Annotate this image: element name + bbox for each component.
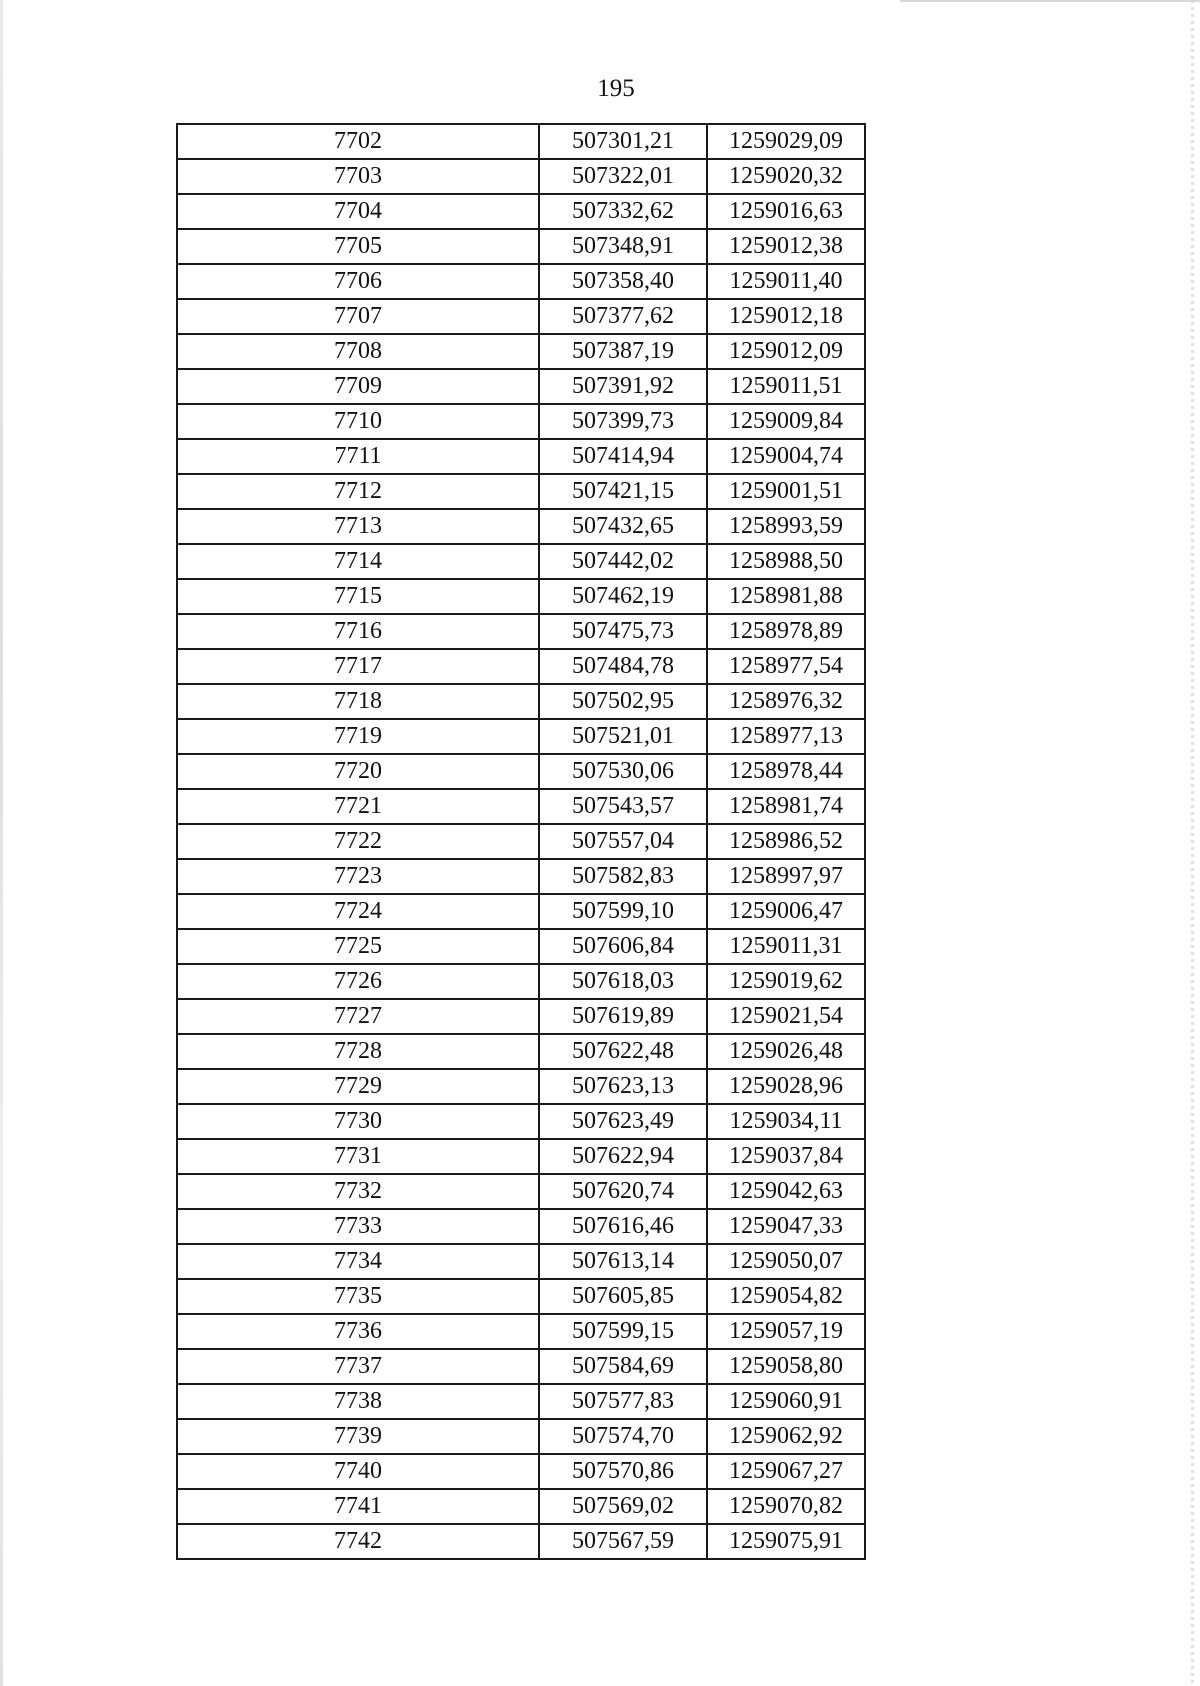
x-coordinate-cell: 507387,19 <box>539 334 707 369</box>
point-number-cell: 7712 <box>177 474 539 509</box>
point-number-cell: 7729 <box>177 1069 539 1104</box>
point-number-cell: 7704 <box>177 194 539 229</box>
scan-edge-top <box>900 0 1200 2</box>
x-coordinate-cell: 507605,85 <box>539 1279 707 1314</box>
x-coordinate-cell: 507332,62 <box>539 194 707 229</box>
y-coordinate-cell: 1259006,47 <box>707 894 865 929</box>
point-number-cell: 7742 <box>177 1524 539 1559</box>
x-coordinate-cell: 507377,62 <box>539 299 707 334</box>
x-coordinate-cell: 507577,83 <box>539 1384 707 1419</box>
y-coordinate-cell: 1258976,32 <box>707 684 865 719</box>
x-coordinate-cell: 507399,73 <box>539 404 707 439</box>
table-row <box>177 1419 865 1454</box>
y-coordinate-cell: 1259067,27 <box>707 1454 865 1489</box>
point-number-cell: 7706 <box>177 264 539 299</box>
y-coordinate-cell: 1259058,80 <box>707 1349 865 1384</box>
table-row <box>177 264 865 299</box>
point-number-cell: 7705 <box>177 229 539 264</box>
x-coordinate-cell: 507301,21 <box>539 124 707 159</box>
y-coordinate-cell: 1258986,52 <box>707 824 865 859</box>
table-row <box>177 789 865 824</box>
y-coordinate-cell: 1258977,13 <box>707 719 865 754</box>
table-row <box>177 1384 865 1419</box>
table-row <box>177 1489 865 1524</box>
point-number-cell: 7720 <box>177 754 539 789</box>
x-coordinate-cell: 507570,86 <box>539 1454 707 1489</box>
x-coordinate-cell: 507599,10 <box>539 894 707 929</box>
x-coordinate-cell: 507322,01 <box>539 159 707 194</box>
point-number-cell: 7737 <box>177 1349 539 1384</box>
x-coordinate-cell: 507414,94 <box>539 439 707 474</box>
table-row <box>177 684 865 719</box>
x-coordinate-cell: 507613,14 <box>539 1244 707 1279</box>
x-coordinate-cell: 507475,73 <box>539 614 707 649</box>
y-coordinate-cell: 1259004,74 <box>707 439 865 474</box>
x-coordinate-cell: 507599,15 <box>539 1314 707 1349</box>
table-row <box>177 474 865 509</box>
y-coordinate-cell: 1259047,33 <box>707 1209 865 1244</box>
point-number-cell: 7733 <box>177 1209 539 1244</box>
x-coordinate-cell: 507623,49 <box>539 1104 707 1139</box>
x-coordinate-cell: 507421,15 <box>539 474 707 509</box>
table-row <box>177 1314 865 1349</box>
x-coordinate-cell: 507502,95 <box>539 684 707 719</box>
point-number-cell: 7703 <box>177 159 539 194</box>
point-number-cell: 7741 <box>177 1489 539 1524</box>
table-row <box>177 579 865 614</box>
y-coordinate-cell: 1259050,07 <box>707 1244 865 1279</box>
y-coordinate-cell: 1259070,82 <box>707 1489 865 1524</box>
table-row <box>177 439 865 474</box>
y-coordinate-cell: 1258981,74 <box>707 789 865 824</box>
table-row <box>177 824 865 859</box>
table-row <box>177 1279 865 1314</box>
table-row <box>177 194 865 229</box>
point-number-cell: 7721 <box>177 789 539 824</box>
table-row <box>177 1104 865 1139</box>
point-number-cell: 7731 <box>177 1139 539 1174</box>
x-coordinate-cell: 507567,59 <box>539 1524 707 1559</box>
x-coordinate-cell: 507582,83 <box>539 859 707 894</box>
y-coordinate-cell: 1259001,51 <box>707 474 865 509</box>
point-number-cell: 7736 <box>177 1314 539 1349</box>
table-row <box>177 1454 865 1489</box>
x-coordinate-cell: 507442,02 <box>539 544 707 579</box>
table-row <box>177 614 865 649</box>
table-row <box>177 544 865 579</box>
table-row <box>177 1069 865 1104</box>
point-number-cell: 7717 <box>177 649 539 684</box>
x-coordinate-cell: 507543,57 <box>539 789 707 824</box>
y-coordinate-cell: 1258981,88 <box>707 579 865 614</box>
y-coordinate-cell: 1258993,59 <box>707 509 865 544</box>
x-coordinate-cell: 507358,40 <box>539 264 707 299</box>
table-row <box>177 229 865 264</box>
y-coordinate-cell: 1259012,09 <box>707 334 865 369</box>
y-coordinate-cell: 1258978,44 <box>707 754 865 789</box>
coordinates-table <box>176 123 866 1560</box>
table-row <box>177 369 865 404</box>
x-coordinate-cell: 507618,03 <box>539 964 707 999</box>
x-coordinate-cell: 507584,69 <box>539 1349 707 1384</box>
coordinates-table-body <box>177 124 865 1559</box>
x-coordinate-cell: 507606,84 <box>539 929 707 964</box>
y-coordinate-cell: 1258977,54 <box>707 649 865 684</box>
x-coordinate-cell: 507616,46 <box>539 1209 707 1244</box>
scan-edge-right <box>1191 0 1194 1686</box>
y-coordinate-cell: 1259009,84 <box>707 404 865 439</box>
y-coordinate-cell: 1259012,38 <box>707 229 865 264</box>
point-number-cell: 7711 <box>177 439 539 474</box>
y-coordinate-cell: 1259062,92 <box>707 1419 865 1454</box>
table-row <box>177 1209 865 1244</box>
x-coordinate-cell: 507622,48 <box>539 1034 707 1069</box>
page-number: 195 <box>597 75 635 102</box>
point-number-cell: 7732 <box>177 1174 539 1209</box>
x-coordinate-cell: 507348,91 <box>539 229 707 264</box>
point-number-cell: 7716 <box>177 614 539 649</box>
x-coordinate-cell: 507521,01 <box>539 719 707 754</box>
y-coordinate-cell: 1259054,82 <box>707 1279 865 1314</box>
table-row <box>177 334 865 369</box>
y-coordinate-cell: 1259012,18 <box>707 299 865 334</box>
y-coordinate-cell: 1259011,31 <box>707 929 865 964</box>
x-coordinate-cell: 507619,89 <box>539 999 707 1034</box>
y-coordinate-cell: 1259037,84 <box>707 1139 865 1174</box>
x-coordinate-cell: 507391,92 <box>539 369 707 404</box>
point-number-cell: 7724 <box>177 894 539 929</box>
y-coordinate-cell: 1259028,96 <box>707 1069 865 1104</box>
point-number-cell: 7722 <box>177 824 539 859</box>
x-coordinate-cell: 507484,78 <box>539 649 707 684</box>
point-number-cell: 7740 <box>177 1454 539 1489</box>
point-number-cell: 7727 <box>177 999 539 1034</box>
y-coordinate-cell: 1259042,63 <box>707 1174 865 1209</box>
point-number-cell: 7739 <box>177 1419 539 1454</box>
point-number-cell: 7710 <box>177 404 539 439</box>
point-number-cell: 7714 <box>177 544 539 579</box>
table-row <box>177 859 865 894</box>
table-row <box>177 509 865 544</box>
scan-edge-left <box>0 0 3 1686</box>
y-coordinate-cell: 1259020,32 <box>707 159 865 194</box>
point-number-cell: 7707 <box>177 299 539 334</box>
y-coordinate-cell: 1259011,40 <box>707 264 865 299</box>
table-row <box>177 964 865 999</box>
x-coordinate-cell: 507623,13 <box>539 1069 707 1104</box>
y-coordinate-cell: 1259029,09 <box>707 124 865 159</box>
x-coordinate-cell: 507557,04 <box>539 824 707 859</box>
table-row <box>177 929 865 964</box>
table-row <box>177 649 865 684</box>
y-coordinate-cell: 1259034,11 <box>707 1104 865 1139</box>
x-coordinate-cell: 507569,02 <box>539 1489 707 1524</box>
table-row <box>177 1034 865 1069</box>
table-row <box>177 1524 865 1559</box>
x-coordinate-cell: 507530,06 <box>539 754 707 789</box>
point-number-cell: 7718 <box>177 684 539 719</box>
table-row <box>177 404 865 439</box>
y-coordinate-cell: 1259057,19 <box>707 1314 865 1349</box>
point-number-cell: 7702 <box>177 124 539 159</box>
x-coordinate-cell: 507574,70 <box>539 1419 707 1454</box>
table-row <box>177 719 865 754</box>
table-row <box>177 1349 865 1384</box>
y-coordinate-cell: 1258997,97 <box>707 859 865 894</box>
x-coordinate-cell: 507432,65 <box>539 509 707 544</box>
point-number-cell: 7738 <box>177 1384 539 1419</box>
table-row <box>177 299 865 334</box>
x-coordinate-cell: 507622,94 <box>539 1139 707 1174</box>
y-coordinate-cell: 1258988,50 <box>707 544 865 579</box>
point-number-cell: 7708 <box>177 334 539 369</box>
point-number-cell: 7709 <box>177 369 539 404</box>
table-row <box>177 754 865 789</box>
table-row <box>177 159 865 194</box>
table-row <box>177 1174 865 1209</box>
y-coordinate-cell: 1259016,63 <box>707 194 865 229</box>
table-row <box>177 1139 865 1174</box>
y-coordinate-cell: 1259011,51 <box>707 369 865 404</box>
point-number-cell: 7730 <box>177 1104 539 1139</box>
y-coordinate-cell: 1259075,91 <box>707 1524 865 1559</box>
point-number-cell: 7723 <box>177 859 539 894</box>
point-number-cell: 7728 <box>177 1034 539 1069</box>
table-row <box>177 124 865 159</box>
table-row <box>177 1244 865 1279</box>
point-number-cell: 7725 <box>177 929 539 964</box>
point-number-cell: 7719 <box>177 719 539 754</box>
point-number-cell: 7734 <box>177 1244 539 1279</box>
y-coordinate-cell: 1259026,48 <box>707 1034 865 1069</box>
point-number-cell: 7735 <box>177 1279 539 1314</box>
table-row <box>177 894 865 929</box>
point-number-cell: 7715 <box>177 579 539 614</box>
y-coordinate-cell: 1259060,91 <box>707 1384 865 1419</box>
y-coordinate-cell: 1258978,89 <box>707 614 865 649</box>
y-coordinate-cell: 1259019,62 <box>707 964 865 999</box>
point-number-cell: 7726 <box>177 964 539 999</box>
point-number-cell: 7713 <box>177 509 539 544</box>
y-coordinate-cell: 1259021,54 <box>707 999 865 1034</box>
x-coordinate-cell: 507620,74 <box>539 1174 707 1209</box>
table-row <box>177 999 865 1034</box>
x-coordinate-cell: 507462,19 <box>539 579 707 614</box>
